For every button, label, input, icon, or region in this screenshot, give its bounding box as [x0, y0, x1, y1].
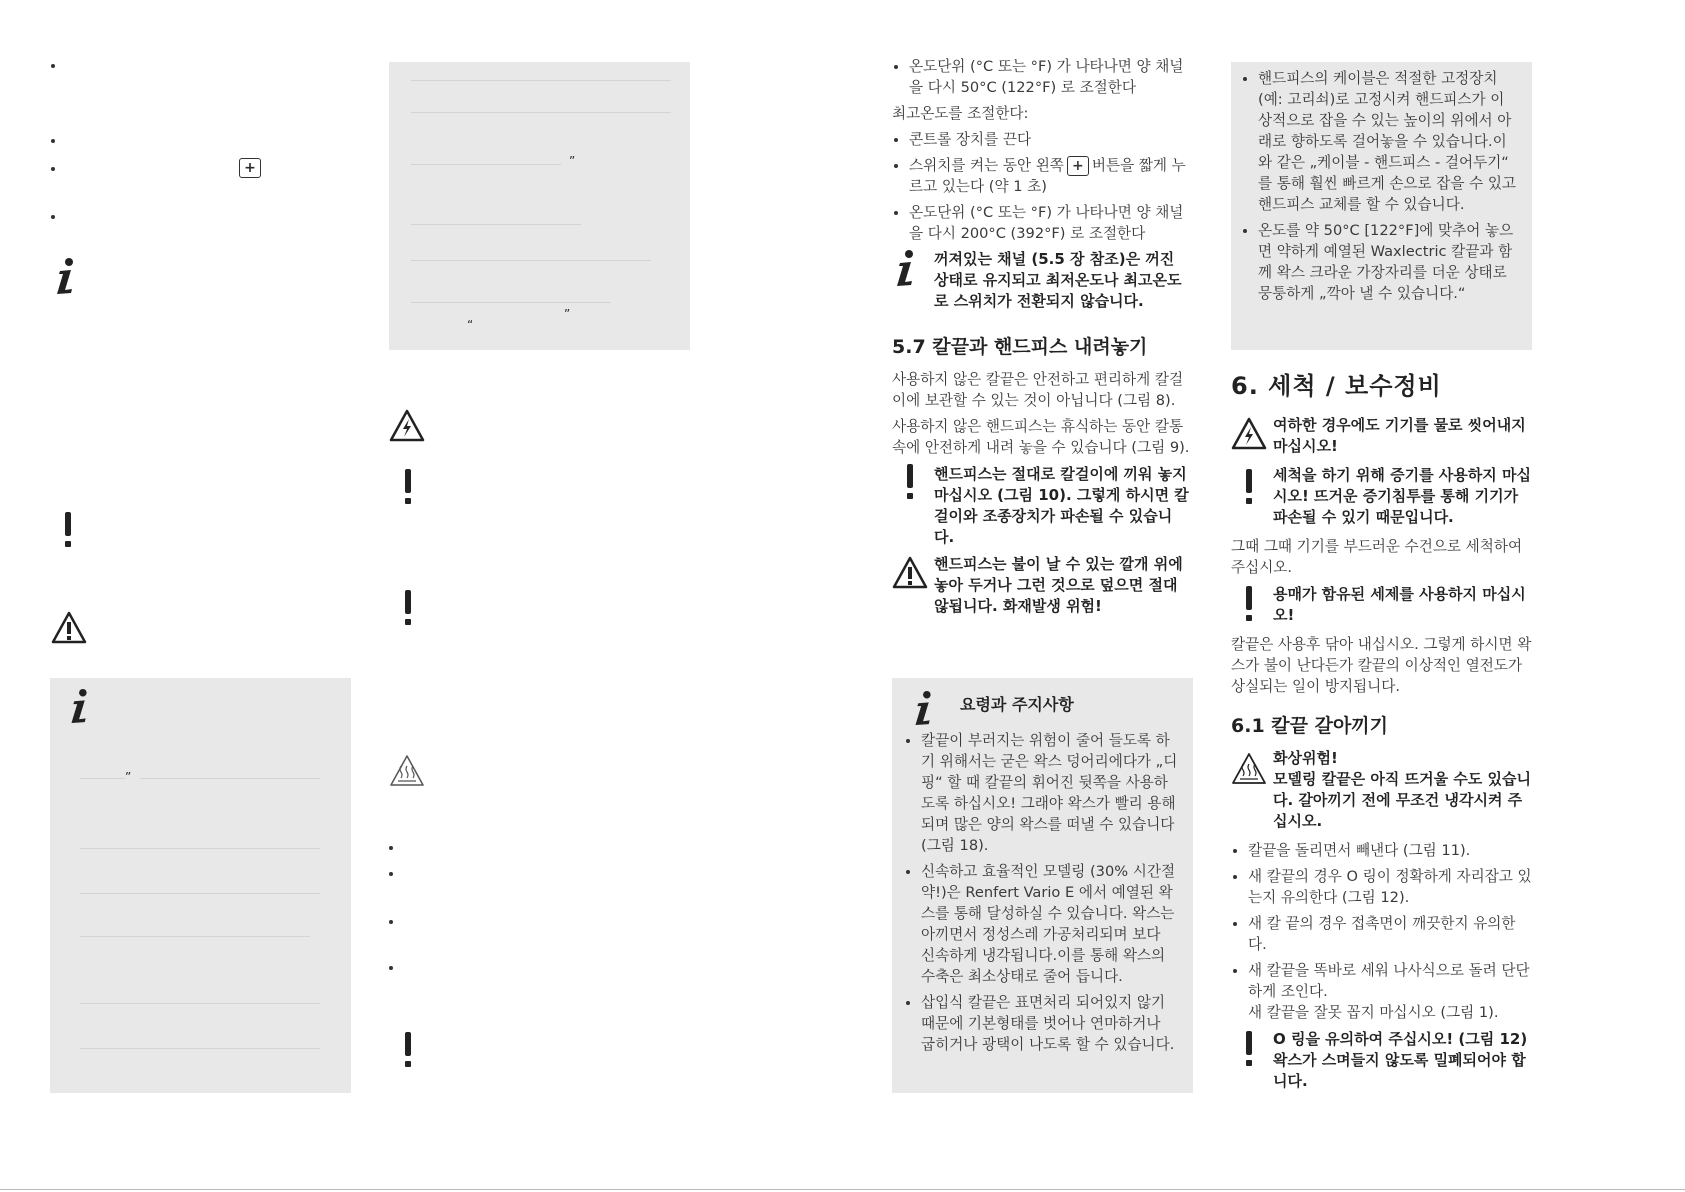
caution-note [1231, 584, 1533, 626]
tip-item: 삽입식 칼끝은 표면처리 되어있지 않기 때문에 기본형태를 벗어나 연마하거나 굽히거나 광택이 나도록 할 수 있습니다. [904, 992, 1179, 1055]
max-temp-heading: 최고온도를 조절한다: [892, 105, 1029, 122]
switch-text-pre: 스위치를 켜는 동안 왼쪽 [909, 157, 1064, 174]
info-note-text: 꺼져있는 채널 (5.5 장 참조)은 꺼진 상태로 유지되고 최저온도나 최고온도로 스위치가 전환되지 않습니다. [934, 250, 1182, 310]
exclamation-icon [1243, 1031, 1255, 1067]
paragraph: 칼끝은 사용후 닦아 내십시오. 그렇게 하시면 왁스가 불이 난다든가 칼끝의 이상적인 열전도가 상실되는 일이 방지됩니다. [1231, 636, 1532, 695]
tip-item: 핸드피스의 케이블은 적절한 고정장치 (예: 고리쇠)로 고정시켜 핸드피스가 이상적으로 잡을 수 있는 높이의 위에서 아래로 향하도록 걸어놓을 수 있습니다.이와 같은 „케이블 - 핸드피스 - 걸어두기“ 를 통해 훨씬 빠르게 손으로 잡을 수 있고 핸드피스 교체를 할 수 있습니다. [1241, 68, 1518, 215]
info-icon [66, 688, 94, 724]
exclamation-icon [402, 590, 414, 626]
info-icon [52, 257, 80, 295]
step-item: 새 칼끝을 똑바로 세워 나사식으로 돌려 단단하게 조인다. [1231, 960, 1533, 1002]
caution-text: O 링을 유의하여 주십시오! (그림 12) 왁스가 스며들지 않도록 밀폐되어야 합니다. [1273, 1030, 1528, 1090]
bullet-dot [389, 846, 393, 850]
section-5-7-title: 5.7 칼끝과 핸드피스 내려놓기 [892, 336, 1148, 358]
tips-box [892, 678, 1193, 1093]
electric-shock-warning-icon [389, 409, 425, 442]
caution-text: 용매가 함유된 세제를 사용하지 마십시오! [1273, 585, 1526, 624]
caution-text: 세척을 하기 위해 증기를 사용하지 마십시오! 뜨거운 증기침투를 통해 기기가 파손될 수 있기 때문입니다. [1273, 466, 1531, 526]
right-column-1 [892, 56, 1192, 617]
exclamation-icon [62, 512, 74, 548]
list-item: 온도단위 (°C 또는 °F) 가 나타나면 양 채널을 다시 50°C (122°F) 로 조절한다 [892, 56, 1192, 98]
warning-triangle-icon [51, 611, 87, 644]
quote-mark: ” [569, 154, 576, 168]
exclamation-icon [1243, 469, 1255, 505]
bullet-dot [51, 139, 55, 143]
tip-item: 온도를 약 50°C [122°F]에 맞추어 놓으면 약하게 예열된 Waxlectric 칼끝과 함께 왁스 크라운 가장자리를 더운 상태로 뭉퉁하게 „깍아 낼 수 있습니다.“ [1241, 220, 1518, 304]
exclamation-icon [402, 469, 414, 505]
list-item: 콘트롤 장치를 끈다 [892, 129, 1192, 150]
step-item: 새 칼 끝의 경우 접촉면이 깨끗한지 유의한다. [1231, 913, 1533, 955]
step-item: 새 칼끝의 경우 O 링이 정확하게 자리잡고 있는지 유의한다 (그림 12). [1231, 866, 1533, 908]
warning-triangle-icon [892, 556, 928, 589]
info-icon [892, 249, 920, 287]
warning-text: 여하한 경우에도 기기를 물로 씻어내지 마십시오! [1273, 416, 1526, 455]
hot-surface-warning-icon [1231, 752, 1267, 785]
caution-note [1231, 1029, 1533, 1092]
bullet-dot [389, 872, 393, 876]
exclamation-icon [402, 1032, 414, 1068]
caution-note [1231, 465, 1533, 528]
paragraph: 사용하지 않은 핸드피스는 휴식하는 동안 칼통 속에 안전하게 내려 놓을 수 있습니다 (그림 9). [892, 418, 1190, 456]
plus-button-icon: + [1067, 156, 1089, 176]
info-box-gray [50, 678, 351, 1093]
bullet-dot [389, 966, 393, 970]
electric-warning-note [1231, 415, 1533, 457]
exclamation-icon [904, 464, 916, 500]
caution-text: 핸드피스는 절대로 칼걸이에 끼워 놓지 마십시오 (그림 10). 그렇게 하시면 칼걸이와 조종장치가 파손될 수 있습니다. [934, 465, 1189, 546]
list-item: 온도단위 (°C 또는 °F) 가 나타나면 양 채널을 다시 200°C (392°F) 로 조절한다 [892, 202, 1192, 244]
paragraph: 사용하지 않은 칼끝은 안전하고 편리하게 칼걸이에 보관할 수 있는 것이 아닙니다 (그림 8). [892, 371, 1184, 409]
info-icon [910, 690, 938, 726]
tip-item: 칼끝이 부러지는 위험이 줄어 들도록 하기 위해서는 굳은 왁스 덩어리에다가 „디핑“ 할 때 칼끝의 휘어진 뒷쪽을 사용하도록 하십시오! 그래야 왁스가 빨리 용해되며 많은 양의 왁스를 떠낼 수 있습니다 (그림 18). [904, 730, 1179, 856]
paragraph: 그때 그때 기기를 부드러운 수건으로 세척하여 주십시오. [1231, 538, 1523, 576]
section-6-title: 6. 세척 / 보수정비 [1231, 372, 1442, 400]
page-bottom-rule [0, 1189, 1685, 1190]
burn-title: 화상위험! [1273, 749, 1338, 767]
quote-mark: ” [125, 770, 132, 784]
electric-shock-warning-icon [1231, 417, 1267, 450]
tip-item: 신속하고 효율적인 모델링 (30% 시간절약!)은 Renfert Vario E 에서 예열된 왁스를 통해 달성하실 수 있습니다. 왁스는 아끼면서 정성스레 가공처리되며 보다 신속하게 냉각됩니다.이를 통해 왁스의 수축은 최소상태로 줄어 듭니다. [904, 861, 1179, 987]
bullet-dot [51, 215, 55, 219]
warning-text: 핸드피스는 불이 날 수 있는 깔개 위에 놓아 두거나 그런 것으로 덮으면 절대 않됩니다. 화재발생 위험! [934, 555, 1183, 615]
right-column-2 [1231, 366, 1533, 1092]
info-note [892, 249, 1192, 312]
step-item: 칼끝을 돌리면서 빼낸다 (그림 11). [1231, 840, 1533, 861]
hot-surface-warning-icon [389, 754, 425, 787]
bullet-dot [389, 920, 393, 924]
switch-text-post: 버튼을 짧게 누르고 있는다 (약 1 초) [909, 157, 1186, 195]
bullet-dot [51, 64, 55, 68]
burn-warning-note [1231, 748, 1533, 832]
warning-note [892, 554, 1192, 617]
caution-note [892, 464, 1192, 548]
gray-tips-box-2 [1231, 62, 1532, 350]
section-6-1-title: 6.1 칼끝 갈아끼기 [1231, 715, 1389, 737]
list-item [892, 155, 1192, 197]
bullet-dot [51, 167, 55, 171]
quote-mark: “ [467, 318, 474, 332]
gray-box [389, 62, 690, 350]
quote-mark: ” [564, 307, 571, 321]
plus-button-icon: + [239, 158, 261, 178]
burn-text: 모델링 칼끝은 아직 뜨거울 수도 있습니다. 갈아끼기 전에 무조건 냉각시켜 주십시오. [1273, 770, 1531, 830]
tips-title: 요령과 주지사항 [960, 695, 1074, 714]
exclamation-icon [1243, 586, 1255, 622]
tips-header [904, 694, 1179, 730]
step-extra: 새 칼끝을 잘못 꼽지 마십시오 (그림 1). [1248, 1004, 1499, 1021]
